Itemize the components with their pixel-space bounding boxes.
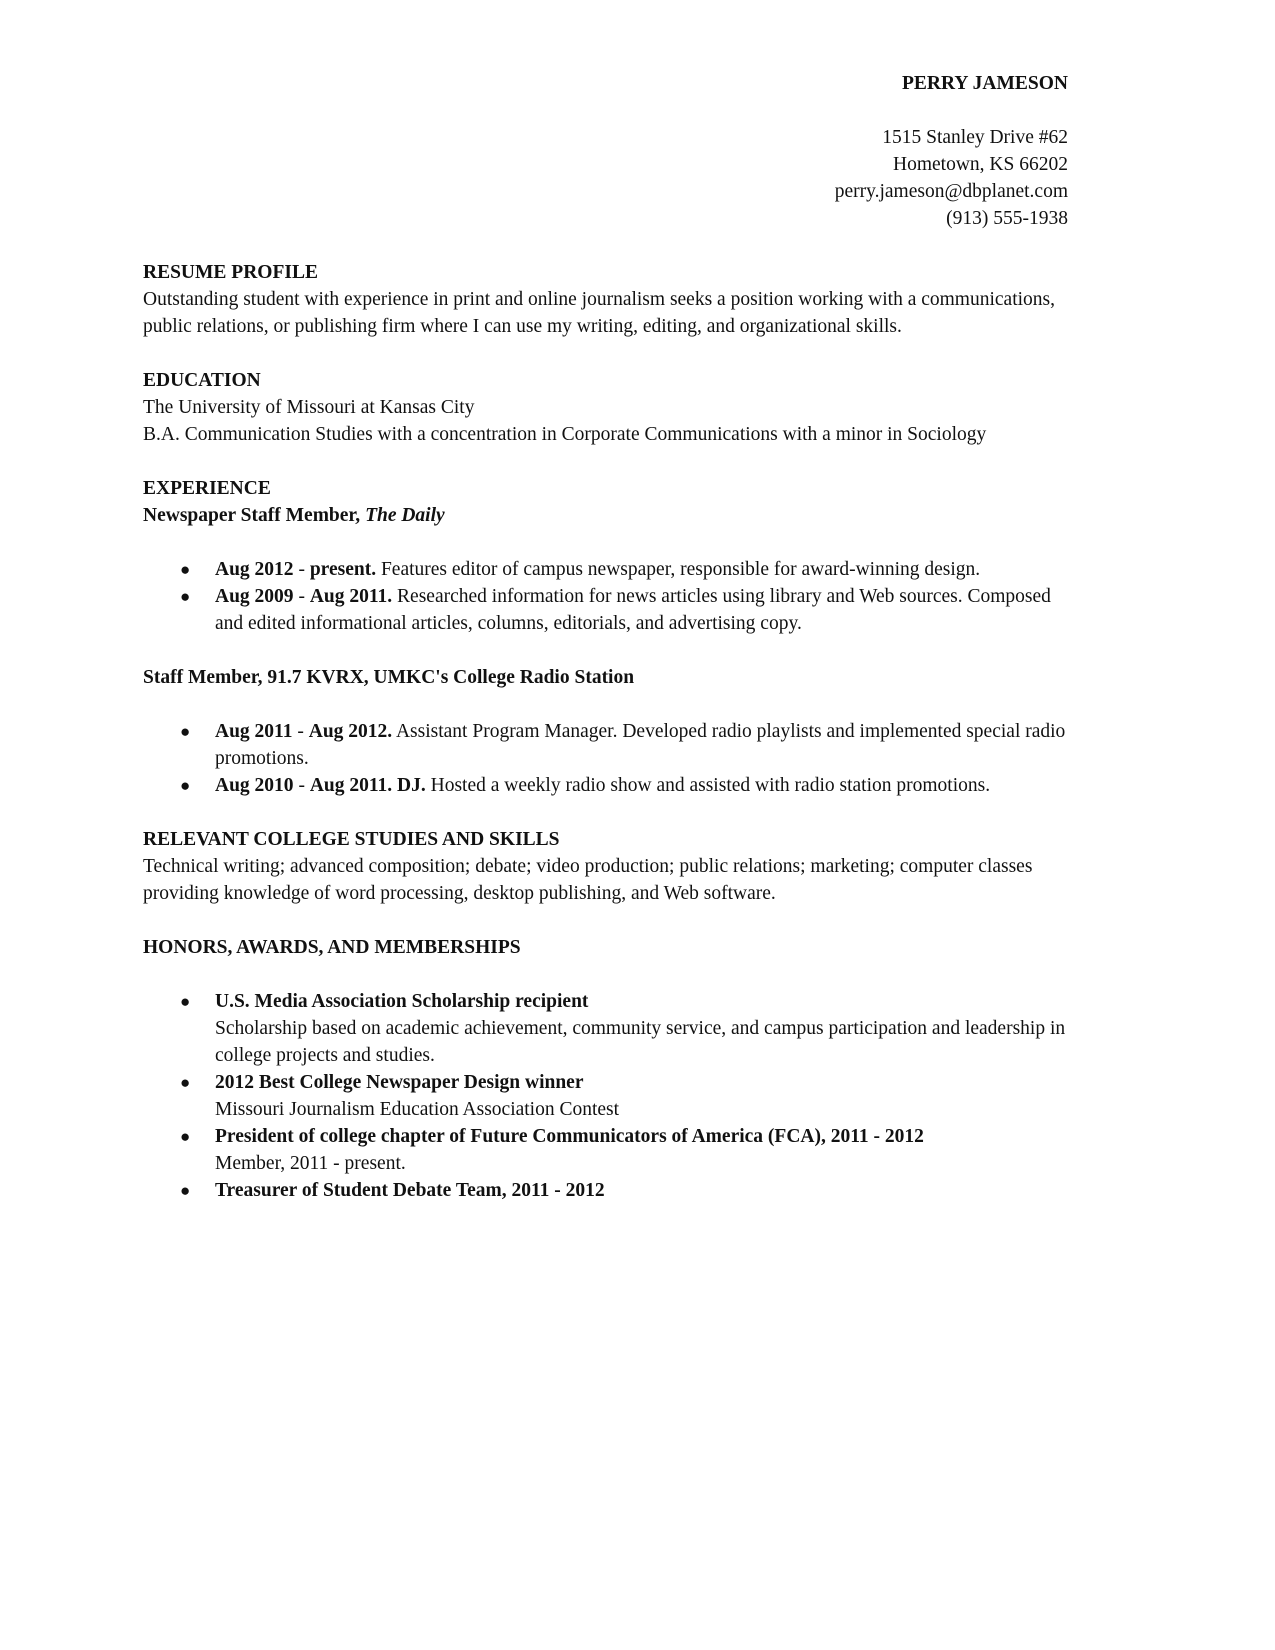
- honors-list: [143, 988, 1068, 1204]
- honor-title: President of college chapter of Future Communicators of America (FCA), 2011 - 2012: [215, 1126, 924, 1147]
- education-section: [143, 367, 1068, 448]
- education-heading: EDUCATION: [143, 370, 261, 391]
- date-end: Aug 2012.: [308, 721, 393, 742]
- bullet-icon: ●: [180, 992, 191, 1011]
- experience-heading: EXPERIENCE: [143, 478, 271, 499]
- skills-heading: RELEVANT COLLEGE STUDIES AND SKILLS: [143, 829, 560, 850]
- bullet-icon: ●: [180, 587, 191, 606]
- date-separator: -: [293, 559, 310, 580]
- item-text: Researched information for news articles using library and Web sources. Composed and edited informational articles, columns, editorials, and advertising copy.: [215, 586, 1051, 634]
- bullet-icon: ●: [180, 1073, 191, 1092]
- date-end: Aug 2011.: [309, 586, 393, 607]
- honors-section: [143, 934, 1068, 1204]
- honor-detail: Scholarship based on academic achievement, community service, and campus participation and leadership in college projects and studies.: [215, 1018, 1066, 1066]
- honor-detail: Member, 2011 - present.: [215, 1153, 406, 1174]
- profile-text: Outstanding student with experience in print and online journalism seeks a position working with a communications, public relations, or publishing firm where I can use my writing, editing, and organizational skills.: [143, 289, 1056, 337]
- bullet-icon: ●: [180, 1181, 191, 1200]
- honor-title: Treasurer of Student Debate Team, 2011 - 2012: [215, 1180, 605, 1201]
- profile-heading: RESUME PROFILE: [143, 262, 318, 283]
- profile-section: [143, 259, 1068, 340]
- date-separator: -: [292, 721, 309, 742]
- date-start: Aug 2009: [215, 586, 294, 607]
- list-item: [143, 718, 1068, 772]
- job2-list: [143, 718, 1068, 799]
- skills-section: [143, 826, 1068, 907]
- date-end: present.: [309, 559, 377, 580]
- item-text: Features editor of campus newspaper, responsible for award-winning design.: [376, 559, 981, 580]
- address-line-1: 1515 Stanley Drive #62: [882, 127, 1068, 148]
- bullet-icon: ●: [180, 776, 191, 795]
- item-text: Assistant Program Manager. Developed radio playlists and implemented special radio promotions.: [215, 721, 1066, 769]
- date-end: Aug 2011. DJ.: [309, 775, 426, 796]
- address-line-2: Hometown, KS 66202: [893, 154, 1068, 175]
- degree: B.A. Communication Studies with a concentration in Corporate Communications with a minor in Sociology: [143, 424, 987, 445]
- resume-page: [143, 70, 1068, 1204]
- honor-detail: Missouri Journalism Education Association Contest: [215, 1099, 620, 1120]
- list-item: [143, 556, 1068, 583]
- contact-block: [143, 124, 1068, 232]
- date-start: Aug 2010: [215, 775, 294, 796]
- list-item: [143, 772, 1068, 799]
- list-item: [143, 583, 1068, 637]
- bullet-icon: ●: [180, 1127, 191, 1146]
- honor-title: U.S. Media Association Scholarship recipient: [215, 991, 589, 1012]
- honors-heading: HONORS, AWARDS, AND MEMBERSHIPS: [143, 937, 521, 958]
- job-title-text: Newspaper Staff Member,: [143, 505, 361, 526]
- bullet-icon: ●: [180, 560, 191, 579]
- date-separator: -: [293, 775, 310, 796]
- job-title-radio: Staff Member, 91.7 KVRX, UMKC's College Radio Station: [143, 667, 635, 688]
- date-start: Aug 2011: [215, 721, 293, 742]
- email: perry.jameson@dbplanet.com: [834, 181, 1068, 202]
- date-start: Aug 2012: [215, 559, 294, 580]
- school-name: The University of Missouri at Kansas City: [143, 397, 475, 418]
- list-item: [143, 1069, 1068, 1123]
- job-title-newspaper: [143, 502, 1068, 529]
- honor-title: 2012 Best College Newspaper Design winner: [215, 1072, 584, 1093]
- publication-name: The Daily: [365, 505, 445, 526]
- candidate-name: PERRY JAMESON: [902, 73, 1068, 94]
- phone: (913) 555-1938: [946, 208, 1068, 229]
- job1-list: [143, 556, 1068, 637]
- item-text: Hosted a weekly radio show and assisted with radio station promotions.: [425, 775, 991, 796]
- bullet-icon: ●: [180, 722, 191, 741]
- list-item: [143, 988, 1068, 1069]
- skills-text: Technical writing; advanced composition; debate; video production; public relations; marketing; computer classes providing knowledge of word processing, desktop publishing, and Web software.: [143, 856, 1033, 904]
- experience-section: [143, 475, 1068, 799]
- list-item: [143, 1177, 1068, 1204]
- list-item: [143, 1123, 1068, 1177]
- date-separator: -: [293, 586, 310, 607]
- resume-header: [143, 70, 1068, 232]
